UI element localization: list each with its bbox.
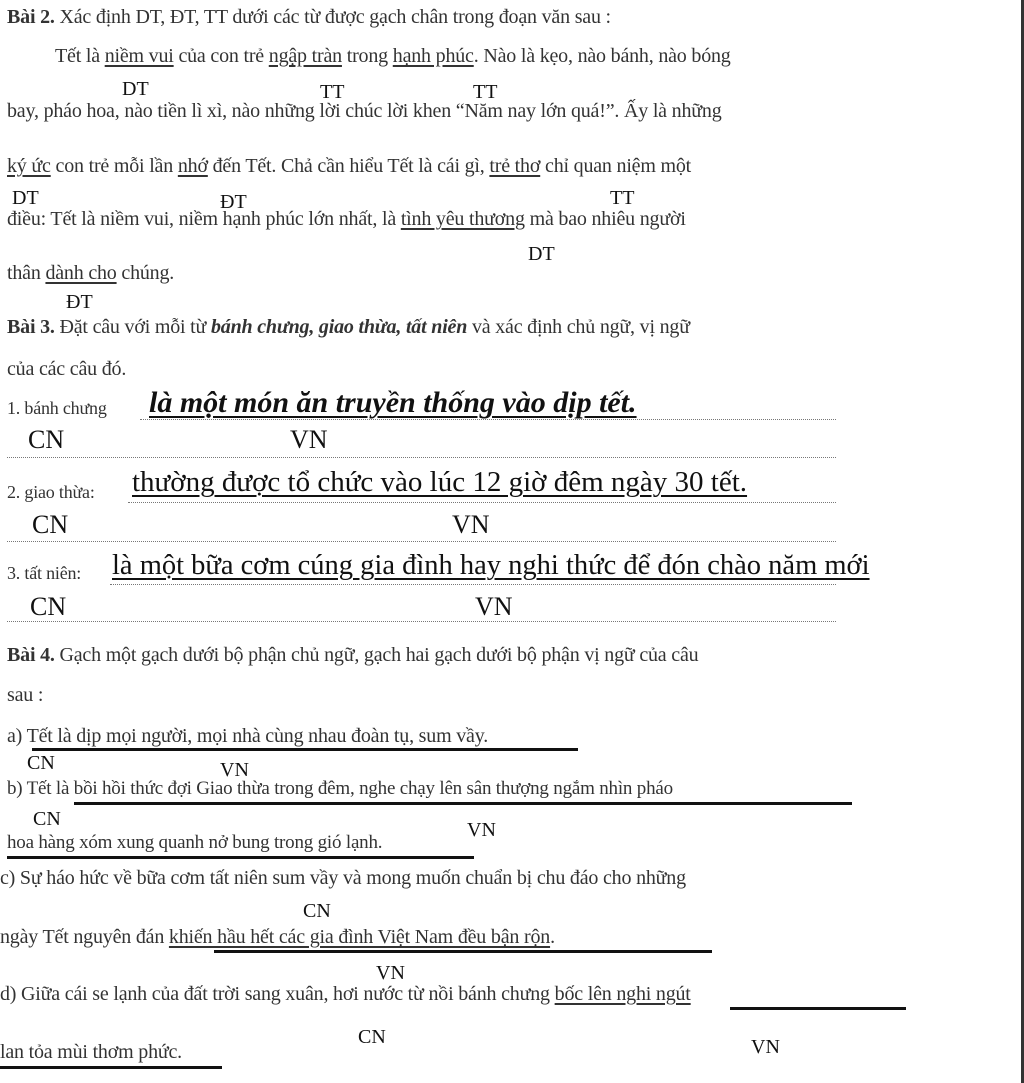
label-cn: CN — [303, 900, 331, 922]
text: con trẻ mỗi lần — [50, 155, 178, 177]
text: đến Tết. Chả cần hiểu Tết là cái gì, — [207, 155, 490, 177]
underline-bar — [32, 748, 578, 751]
text: d) Giữa cái se lạnh của đất trời sang xuân, hơi nước từ nồi bánh chưng — [0, 983, 555, 1005]
text: chỉ quan niệm một — [540, 155, 692, 177]
label-vn: VN — [290, 425, 328, 454]
bai3-heading — [7, 316, 690, 339]
text: thân — [7, 262, 46, 284]
bai4-sentence-a: a) Tết là dịp mọi người, mọi nhà cùng nhau đoàn tụ, sum vầy. — [7, 725, 488, 747]
label-vn: VN — [452, 510, 490, 539]
bai4-sentence-c-l2 — [0, 926, 555, 949]
underline-bar — [7, 856, 474, 859]
bai3-item-2-answer: thường được tổ chức vào lúc 12 giờ đêm ngày 30 tết. — [132, 466, 748, 498]
bai2-line-1 — [55, 45, 731, 68]
bai3-instruction-l2: của các câu đó. — [7, 358, 127, 380]
bai2-title: Bài 2. — [7, 6, 55, 28]
bai3-item-2-prefix: 2. giao thừa: — [7, 482, 95, 502]
bai2-line-2: bay, pháo hoa, nào tiền lì xì, nào những lời chúc lời khen “Năm nay lớn quá!”. Ấy là những — [7, 100, 722, 122]
underlined-phrase: bốc lên nghi ngút — [554, 983, 691, 1005]
bai2-line-4 — [7, 208, 686, 231]
bai4-sentence-d-l1 — [0, 983, 691, 1006]
bai2-instruction: Xác định DT, ĐT, TT dưới các từ được gạch chân trong đoạn văn sau : — [54, 6, 611, 28]
label-cn: CN — [358, 1026, 386, 1048]
text: trong — [341, 45, 393, 67]
label-cn: CN — [27, 752, 55, 774]
label-dt-verb: ĐT — [220, 191, 247, 213]
label-vn: VN — [220, 759, 249, 781]
bai2-line-3 — [7, 155, 691, 178]
bai4-instruction-l2: sau : — [7, 684, 44, 706]
bai2-heading — [7, 6, 611, 29]
bai4-sentence-b-l1: b) Tết là bồi hồi thức đợi Giao thừa trong đêm, nghe chạy lên sân thượng ngắm nhìn pháo — [7, 778, 673, 799]
label-tt: TT — [473, 81, 498, 103]
answer-line — [128, 502, 836, 503]
bai3-item-3-prefix: 3. tất niên: — [7, 563, 82, 583]
underlined-word: nhớ — [177, 155, 208, 177]
label-vn: VN — [751, 1036, 780, 1058]
label-tt: TT — [610, 187, 635, 209]
label-dt: DT — [528, 243, 555, 265]
label-vn: VN — [475, 592, 513, 621]
text: của con trẻ — [173, 45, 269, 67]
text: mà bao nhiêu người — [524, 208, 686, 230]
text: . — [550, 926, 555, 948]
underlined-word: trẻ thơ — [489, 155, 541, 177]
bai2-line-5 — [7, 262, 174, 285]
label-cn: CN — [33, 808, 61, 830]
label-cn: CN — [30, 592, 67, 621]
bai4-sentence-d-l2: lan tỏa mùi thơm phức. — [0, 1041, 182, 1063]
bai4-title: Bài 4. — [7, 644, 55, 666]
bai3-item-1-answer: là một món ăn truyền thống vào dịp tết. — [149, 386, 637, 419]
bai3-item-1-prefix: 1. bánh chưng — [7, 398, 107, 418]
underlined-word: ký ức — [7, 155, 51, 177]
answer-line — [7, 457, 836, 458]
label-vn: VN — [467, 819, 496, 841]
text: Tết là — [55, 45, 105, 67]
underlined-phrase: khiến hầu hết các gia đình Việt Nam đều bận rộn — [168, 926, 551, 948]
underlined-word: ngập tràn — [268, 45, 342, 67]
underline-bar — [730, 1007, 906, 1010]
underline-bar — [0, 1066, 222, 1069]
answer-line — [7, 621, 836, 622]
underline-bar — [214, 950, 712, 953]
bai3-item-3-answer: là một bữa cơm cúng gia đình hay nghi thức để đón chào năm mới — [112, 550, 870, 581]
underlined-word: hạnh phúc — [392, 45, 474, 67]
underlined-word: dành cho — [45, 262, 117, 284]
bai4-sentence-c-l1: c) Sự háo hức về bữa cơm tất niên sum vầy và mong muốn chuẩn bị chu đáo cho những — [0, 867, 686, 889]
text: Gạch một gạch dưới bộ phận chủ ngữ, gạch hai gạch dưới bộ phận vị ngữ của câu — [54, 644, 699, 666]
text: . Nào là kẹo, nào bánh, nào bóng — [473, 45, 731, 67]
text: ngày Tết nguyên đán — [0, 926, 169, 948]
text: chúng. — [116, 262, 175, 284]
underline-bar — [74, 802, 852, 805]
text: điều: Tết là niềm vui, niềm hạnh phúc lớn nhất, là — [7, 208, 401, 230]
label-cn: CN — [32, 510, 69, 539]
text: và xác định chủ ngữ, vị ngữ — [467, 316, 690, 338]
label-dt: DT — [122, 78, 149, 100]
label-dt: DT — [12, 187, 39, 209]
label-vn: VN — [376, 962, 405, 984]
underlined-word: tình yêu thương — [400, 208, 525, 230]
label-dt-verb: ĐT — [66, 291, 93, 313]
bai3-words: bánh chưng, giao thừa, tất niên — [210, 316, 468, 338]
bai3-title: Bài 3. — [7, 316, 55, 338]
answer-line — [110, 584, 836, 585]
bai4-sentence-b-l2: hoa hàng xóm xung quanh nở bung trong gió lạnh. — [7, 832, 383, 853]
text: Đặt câu với mỗi từ — [54, 316, 211, 338]
label-tt: TT — [320, 81, 345, 103]
bai4-heading — [7, 644, 698, 667]
label-cn: CN — [28, 425, 65, 454]
answer-line — [7, 541, 836, 542]
underlined-word: niềm vui — [104, 45, 174, 67]
